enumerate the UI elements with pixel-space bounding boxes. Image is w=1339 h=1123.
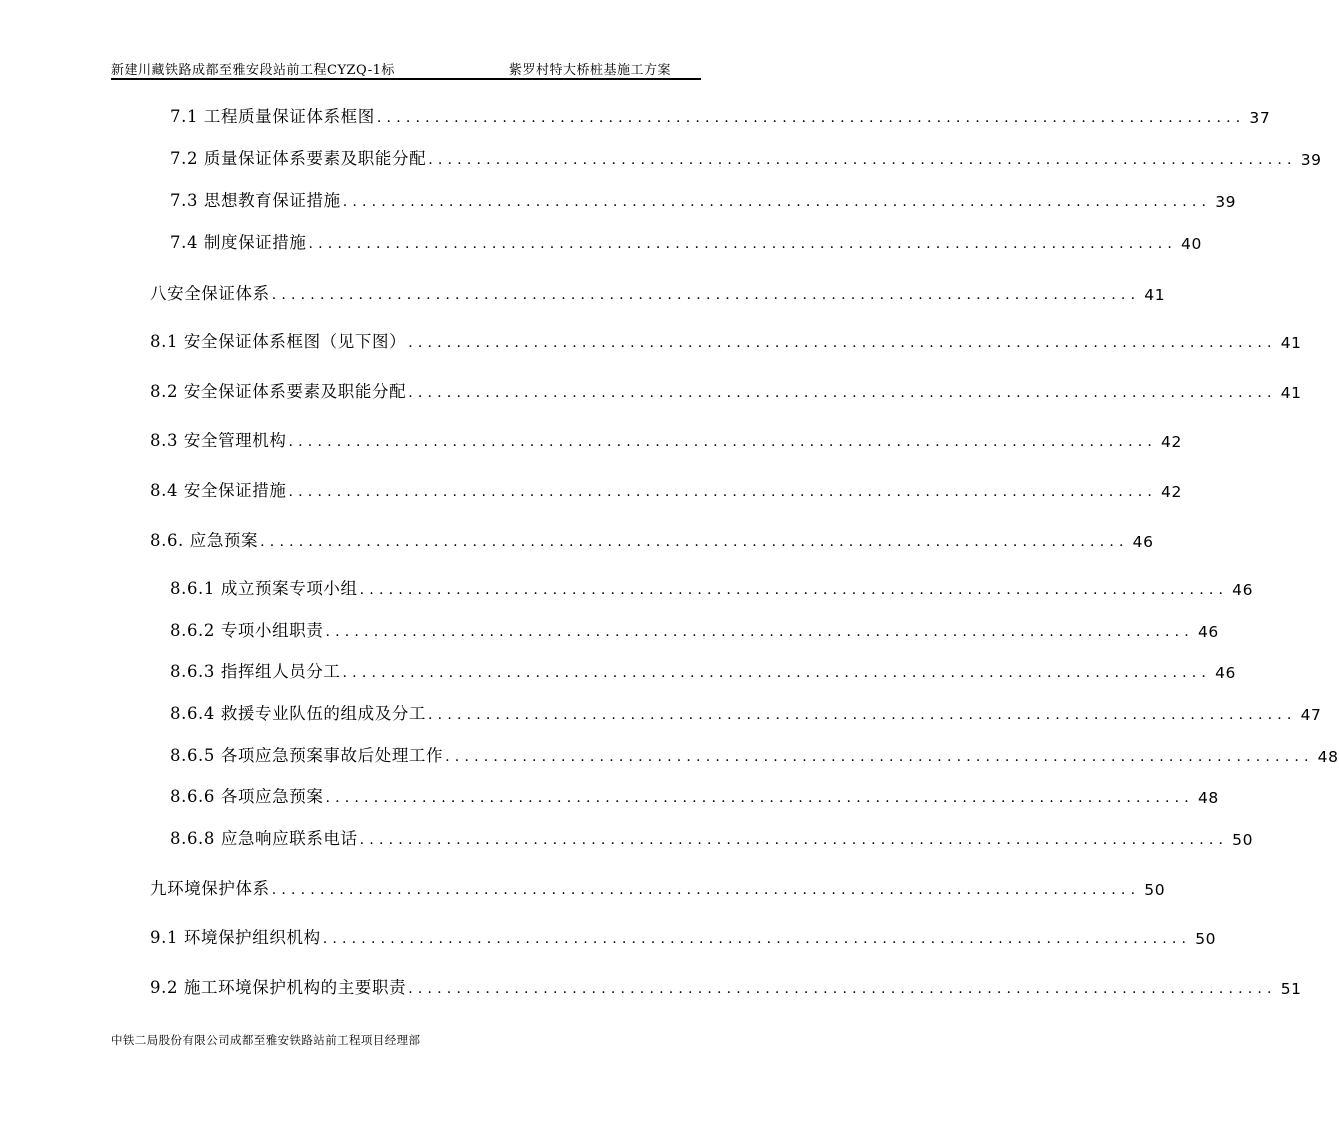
toc-leader-dots: ..........................................................................................	[408, 335, 1277, 351]
toc-entry-title: 8.4 安全保证措施	[150, 481, 287, 500]
header-project-name: 新建川藏铁路成都至雅安段站前工程CYZQ-1标	[111, 63, 395, 78]
toc-entry-page: 46	[1132, 533, 1154, 551]
toc-leader-dots: ..........................................................................................	[308, 236, 1178, 252]
toc-entry-page: 50	[1195, 930, 1217, 948]
toc-entry-page: 42	[1161, 433, 1182, 451]
toc-entry-page: 48	[1317, 748, 1339, 766]
toc-entry[interactable]	[150, 974, 1302, 998]
toc-entry-page: 46	[1232, 581, 1254, 599]
toc-entry[interactable]	[170, 658, 1236, 682]
toc-leader-dots: ..........................................................................................	[408, 981, 1277, 997]
toc-leader-dots: ..........................................................................................	[288, 484, 1158, 500]
toc-leader-dots: ..........................................................................................	[322, 931, 1192, 947]
toc-entry[interactable]	[170, 783, 1219, 807]
toc-entry-title: 8.6.5 各项应急预案事故后处理工作	[170, 746, 444, 765]
toc-entry-page: 50	[1232, 831, 1254, 849]
toc-entry-page: 37	[1249, 109, 1271, 127]
toc-entry-title: 8.6.8 应急响应联系电话	[170, 829, 358, 848]
toc-entry-title: 8.6.1 成立预案专项小组	[170, 579, 358, 598]
toc-entry[interactable]	[170, 229, 1202, 253]
toc-leader-dots: ..........................................................................................	[271, 287, 1141, 303]
toc-entry[interactable]	[170, 575, 1254, 599]
toc-entry[interactable]	[170, 700, 1322, 724]
toc-leader-dots: ..........................................................................................	[342, 194, 1212, 210]
toc-entry[interactable]	[170, 617, 1219, 641]
toc-entry-title: 8.6.3 指挥组人员分工	[170, 662, 341, 681]
toc-entry-title: 8.1 安全保证体系框图（见下图）	[150, 332, 407, 351]
toc-entry-page: 41	[1280, 384, 1302, 402]
toc-entry[interactable]	[150, 875, 1166, 899]
toc-entry-page: 39	[1215, 193, 1237, 211]
toc-entry-title: 九环境保护体系	[150, 879, 270, 898]
toc-entry-title: 9.2 施工环境保护机构的主要职责	[150, 978, 407, 997]
toc-entry[interactable]	[150, 328, 1302, 352]
toc-entry-title: 8.6.4 救援专业队伍的组成及分工	[170, 704, 427, 723]
toc-entry-title: 7.2 质量保证体系要素及职能分配	[170, 149, 427, 168]
toc-entry-title: 7.1 工程质量保证体系框图	[170, 107, 375, 126]
toc-leader-dots: ..........................................................................................	[359, 582, 1229, 598]
toc-leader-dots: ..........................................................................................	[260, 534, 1129, 550]
toc-leader-dots: ..........................................................................................	[359, 832, 1229, 848]
toc-leader-dots: ..........................................................................................	[325, 790, 1194, 806]
toc-leader-dots: ..........................................................................................	[408, 385, 1277, 401]
toc-entry-page: 50	[1144, 881, 1166, 899]
toc-entry-page: 51	[1280, 980, 1302, 998]
toc-entry-page: 40	[1181, 235, 1202, 253]
page-footer: 中铁二局股份有限公司成都至雅安铁路站前工程项目经理部	[111, 1033, 421, 1047]
toc-entry-page: 41	[1280, 334, 1302, 352]
toc-entry-page: 39	[1300, 151, 1322, 169]
toc-entry[interactable]	[170, 103, 1271, 127]
toc-leader-dots: ..........................................................................................	[271, 882, 1141, 898]
toc-entry[interactable]	[150, 280, 1166, 304]
toc-entry[interactable]	[150, 527, 1154, 551]
toc-entry[interactable]	[170, 825, 1254, 849]
toc-entry-page: 41	[1144, 286, 1166, 304]
toc-entry[interactable]	[170, 145, 1322, 169]
toc-leader-dots: ..........................................................................................	[342, 665, 1212, 681]
toc-leader-dots: ..........................................................................................	[376, 110, 1246, 126]
toc-entry-title: 7.4 制度保证措施	[170, 233, 307, 252]
toc-entry-page: 46	[1215, 664, 1236, 682]
header-document-name: 紫罗村特大桥桩基施工方案	[508, 63, 671, 78]
toc-entry-title: 8.6. 应急预案	[150, 531, 259, 550]
toc-leader-dots: ..........................................................................................	[428, 152, 1297, 168]
toc-leader-dots: ..........................................................................................	[288, 434, 1158, 450]
toc-entry[interactable]	[150, 924, 1217, 948]
toc-entry-title: 8.2 安全保证体系要素及职能分配	[150, 382, 407, 401]
toc-leader-dots: ..........................................................................................	[325, 624, 1194, 640]
toc-entry-page: 42	[1161, 483, 1182, 501]
toc-entry-page: 48	[1197, 789, 1219, 807]
toc-entry-page: 46	[1197, 623, 1219, 641]
toc-entry-title: 8.3 安全管理机构	[150, 431, 287, 450]
toc-entry[interactable]	[150, 378, 1302, 402]
toc-entry-title: 7.3 思想教育保证措施	[170, 191, 341, 210]
toc-entry-title: 9.1 环境保护组织机构	[150, 928, 321, 947]
toc-entry[interactable]	[150, 477, 1182, 501]
toc-entry-page: 47	[1300, 706, 1322, 724]
toc-entry-title: 8.6.2 专项小组职责	[170, 621, 324, 640]
toc-entry-title: 8.6.6 各项应急预案	[170, 787, 324, 806]
toc-entry[interactable]	[170, 187, 1237, 211]
toc-entry[interactable]	[150, 427, 1182, 451]
toc-leader-dots: ..........................................................................................	[428, 707, 1297, 723]
toc-entry-title: 八安全保证体系	[150, 284, 270, 303]
toc-entry[interactable]	[170, 742, 1339, 766]
toc-leader-dots: ..........................................................................................	[445, 749, 1314, 765]
